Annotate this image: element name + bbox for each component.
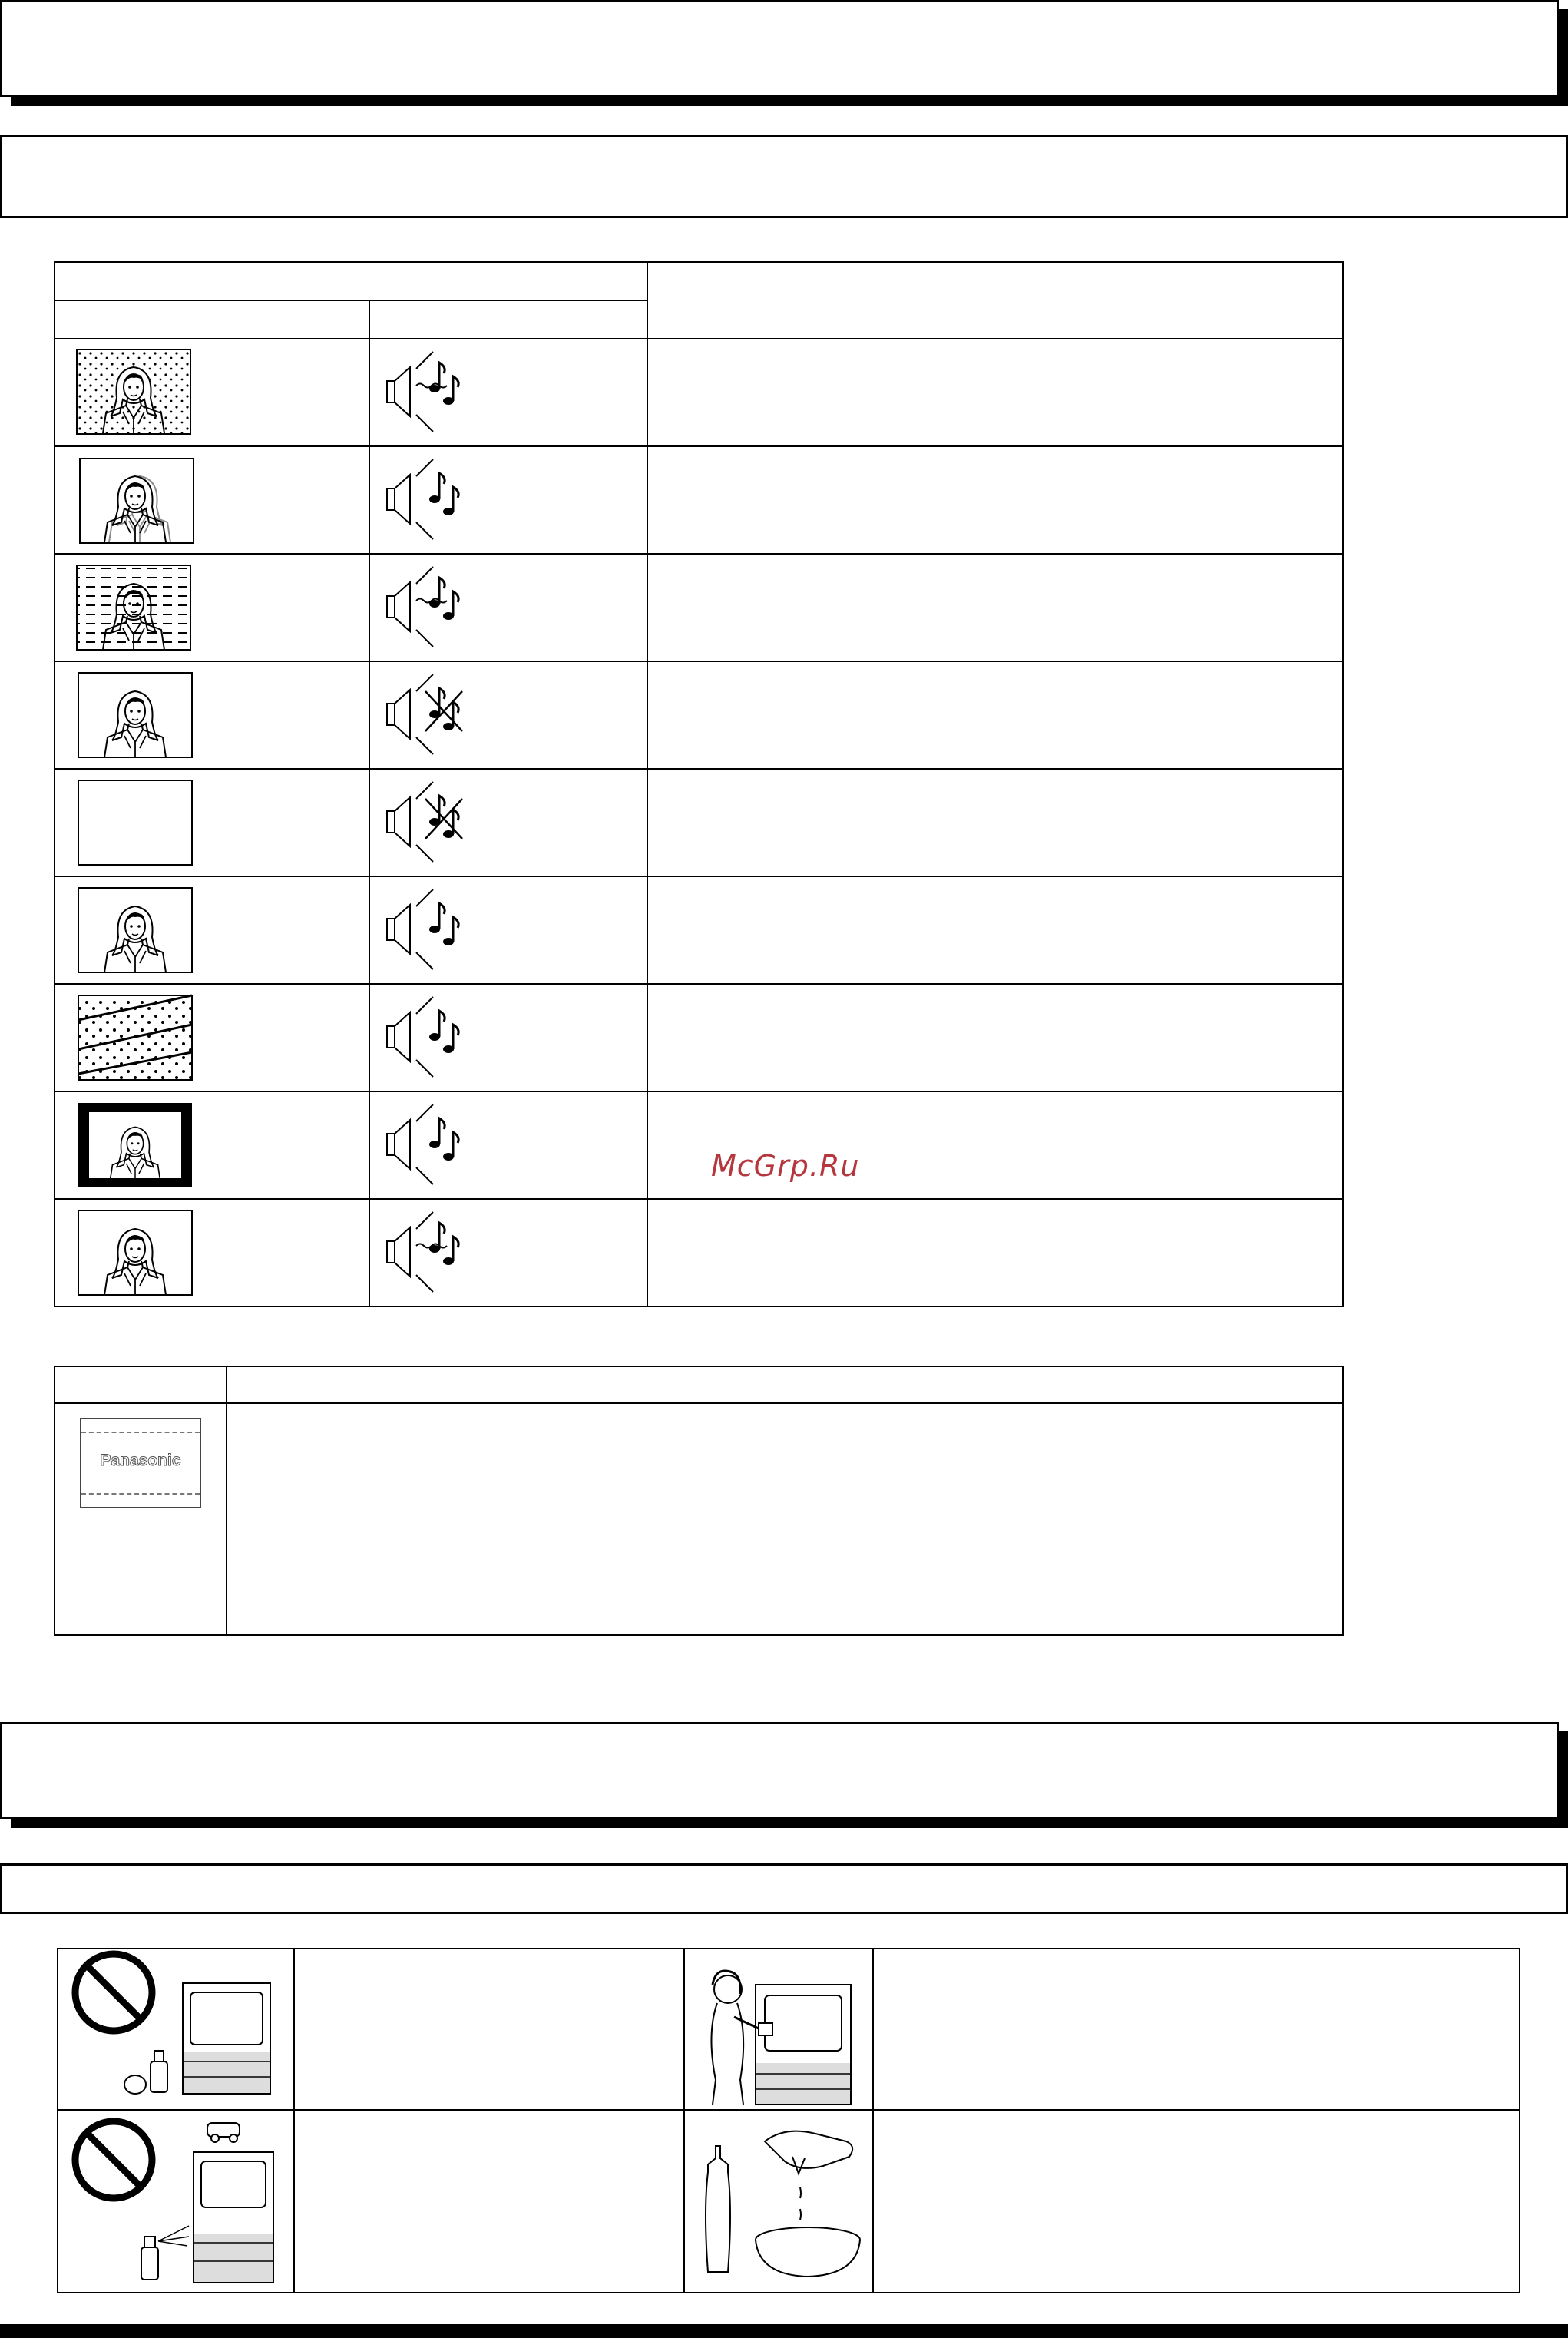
speaker-music-icon (370, 447, 647, 553)
speaker-music-icon (370, 1092, 647, 1198)
table-row (55, 554, 1343, 661)
care-text-cell (873, 1949, 1520, 2110)
remedy-cell (647, 554, 1343, 661)
care-subtitle-box (0, 1863, 1568, 1914)
symptom-table (54, 261, 1344, 1307)
table-row (55, 446, 1343, 554)
table-row (55, 339, 1343, 446)
remedy-cell (647, 339, 1343, 446)
speaker-no-sound-icon (370, 662, 647, 768)
speaker-noisy-music-icon (370, 1200, 647, 1306)
bottom-bar (0, 2324, 1568, 2338)
remedy-cell (647, 661, 1343, 769)
symptom-header (55, 262, 647, 300)
no-colour-woman-icon (55, 877, 369, 983)
table-row (55, 1199, 1343, 1306)
care-table (57, 1948, 1520, 2293)
table-row (55, 769, 1343, 876)
remedy-cell (647, 769, 1343, 876)
care-text-cell (294, 2110, 684, 2293)
care-text-cell (294, 1949, 684, 2110)
detergent-cloth-icon (685, 2111, 872, 2292)
watermark: McGrp.Ru (711, 1149, 860, 1183)
normal-picture-woman-icon (55, 1200, 369, 1306)
remedy-cell (647, 984, 1343, 1091)
table-row (55, 661, 1343, 769)
speaker-music-icon (370, 985, 647, 1091)
speaker-no-sound-icon (370, 770, 647, 876)
no-solvents-icon (58, 1949, 293, 2109)
top-subtitle-box (0, 135, 1568, 218)
table-row (55, 984, 1343, 1091)
logo-header-left (55, 1366, 227, 1403)
speaker-noisy-music-icon (370, 555, 647, 661)
remedy-header (647, 262, 1343, 339)
picture-header (55, 300, 369, 339)
sound-header (369, 300, 647, 339)
care-text-cell (873, 2110, 1520, 2293)
panasonic-logo: Panasonic (100, 1452, 181, 1469)
speaker-noisy-music-icon (370, 339, 647, 445)
diagonal-bars-noise-icon (55, 985, 369, 1091)
logo-table (54, 1366, 1344, 1636)
table-row (55, 876, 1343, 984)
remedy-cell (647, 1091, 1343, 1199)
no-spray-icon (58, 2111, 293, 2292)
wipe-cabinet-icon (685, 1949, 872, 2109)
remedy-cell (647, 876, 1343, 984)
logo-description-cell (227, 1403, 1343, 1635)
snow-noise-woman-icon (55, 339, 369, 445)
care-title-banner (0, 1722, 1559, 1819)
table-row (55, 1091, 1343, 1199)
normal-picture-woman-icon (55, 662, 369, 768)
panasonic-logo-card (80, 1418, 201, 1508)
remedy-cell (647, 1199, 1343, 1306)
blank-screen-icon (55, 770, 369, 876)
remedy-cell (647, 446, 1343, 554)
top-title-banner (0, 0, 1559, 97)
black-border-woman-icon (55, 1092, 369, 1198)
interference-lines-woman-icon (55, 555, 369, 661)
logo-header-right (227, 1366, 1343, 1403)
ghost-image-woman-icon (55, 447, 369, 553)
speaker-music-icon (370, 877, 647, 983)
